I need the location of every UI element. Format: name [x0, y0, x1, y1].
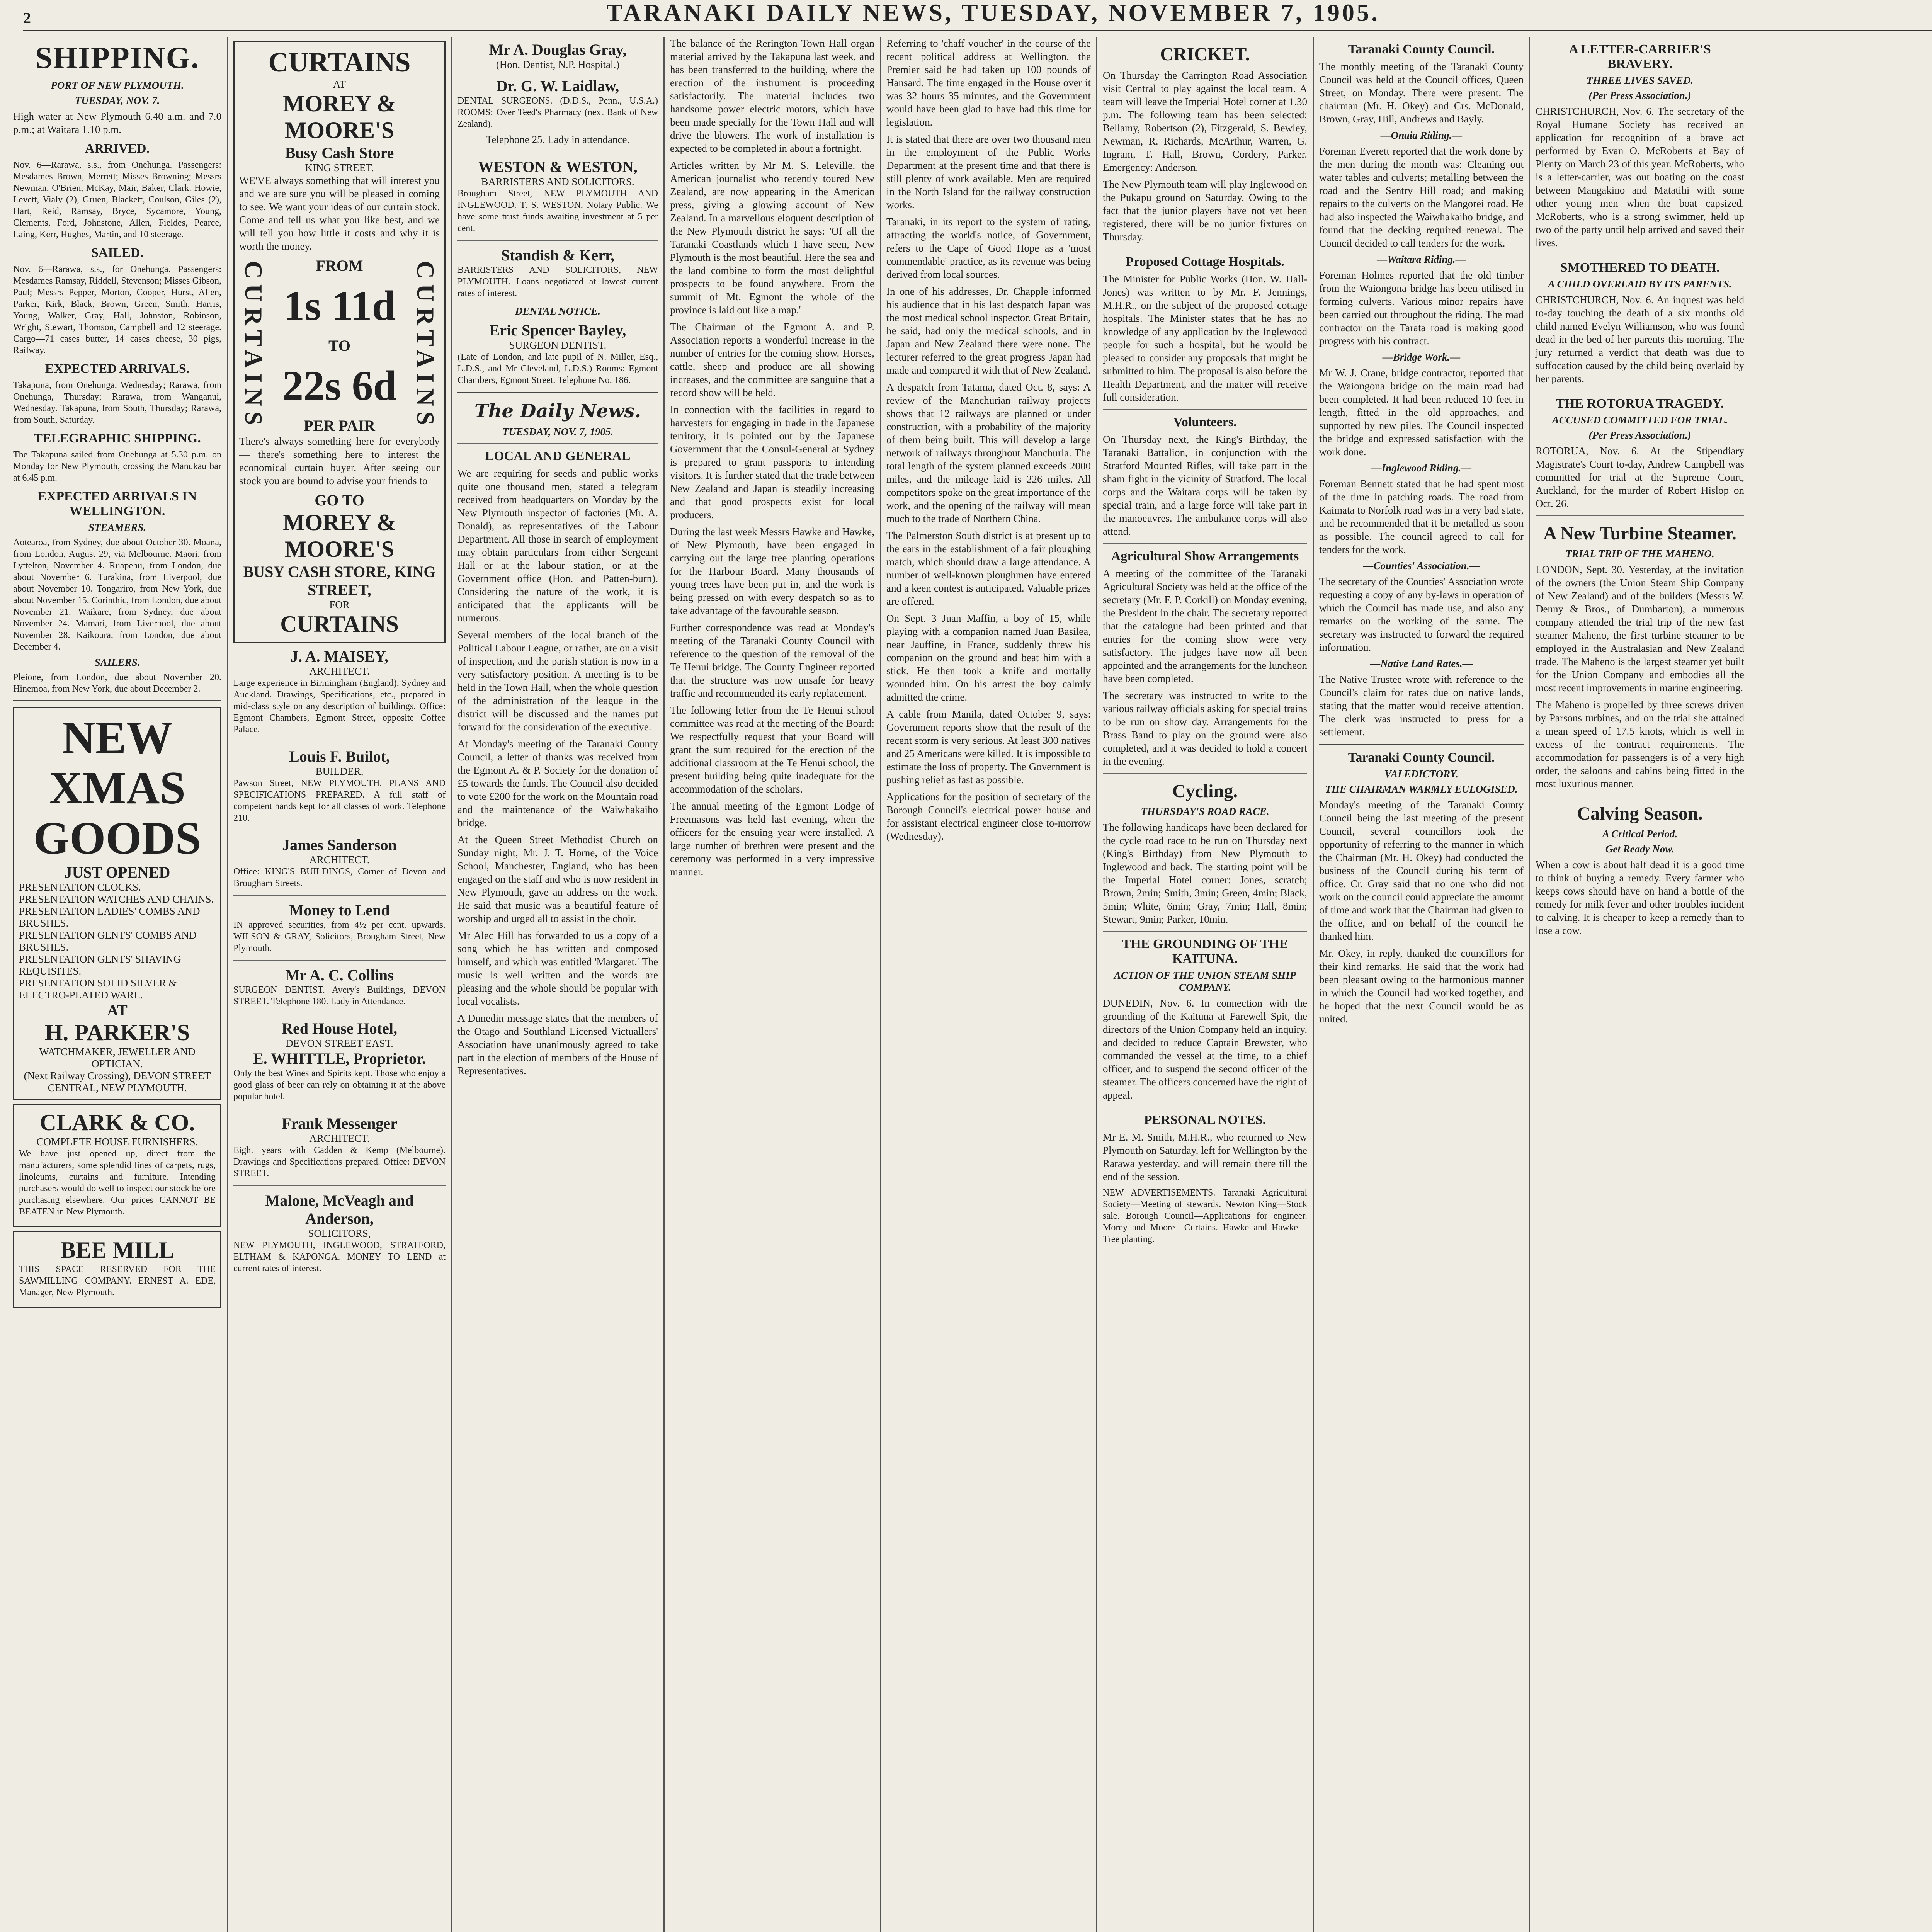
- curtains-vertical-left: CURTAINS: [240, 260, 267, 431]
- weston-card: [457, 158, 658, 234]
- column-sport-show: [1097, 37, 1314, 1932]
- bayley-name: Eric Spencer Bayley,: [489, 321, 626, 339]
- cycling-sub: THURSDAY'S ROAD RACE.: [1141, 806, 1269, 817]
- cottage-heading: Proposed Cottage Hospitals.: [1126, 255, 1284, 269]
- ouaia-text: Foreman Everett reported that the work done by the men during the month was: Cleaning out water tables and culverts; metalling between the road and the Sentry Hill road; and making repairs to the culverts on the Mangorei road. He had also inspected the Waiwhakaiho bridge, and found that the decking required renewal. The Council decided to call tenders for the work.: [1319, 145, 1524, 249]
- morey-moore-name-2: MOREY & MOORE'S: [283, 510, 396, 562]
- collins-name: Mr A. C. Collins: [285, 966, 394, 984]
- local-paragraph: At the Queen Street Methodist Church on Sunday night, Mr. J. T. Horne, of the Voice School, Manchester, England, who has been engaged on the staff and who is now resident in New Plymouth, gave an address on the work. He said that music was a beautiful feature of worship and urged all to assist in the choir.: [457, 834, 658, 924]
- morey-moore-sub-2: BUSY CASH STORE, KING STREET,: [243, 563, 436, 599]
- standish-card: [457, 246, 658, 299]
- column-curtains: [228, 37, 452, 1932]
- steamers-text: Aotearoa, from Sydney, due about October 30. Moana, from London, August 29, via Melbourne. Maori, from Lyttelton, November 4. Ruapehu, from London, due about November 6. Turakina, from Liverpool, due about November 10. Tongariro, from New York, due about November 15. Corinthic, from London, due about November 21. Waikare, from Sydney, due about November 24. Mamari, from Liverpool, due about November 28. Kaikoura, from London, due about December 4.: [13, 537, 221, 652]
- xmas-item: PRESENTATION SOLID SILVER & ELECTRO-PLATED WARE.: [19, 977, 177, 1001]
- price-high: 22s 6d: [282, 362, 397, 409]
- cricket-heading: CRICKET.: [1160, 44, 1250, 65]
- price-from: FROM: [316, 257, 363, 274]
- smothered-text: CHRISTCHURCH, Nov. 6. An inquest was held to-day touching the death of a six months old child named Evelyn Williamson, who was found dead in the bed of her parents this morning. The jury returned a verdict that death was due to suffocation caused by the child being overlaid by her parents.: [1536, 294, 1744, 384]
- collins-text: SURGEON DENTIST. Avery's Buildings, DEVON STREET. Telephone 180. Lady in Attendance.: [233, 985, 446, 1007]
- show-text: A meeting of the committee of the Taranaki Agricultural Society was held at the office of the secretary (Mr. F. P. Corkill) on Monday evening, the President in the chair. The secretary reported that the catalogue had been printed and that entries for the coming show were very satisfactory. The judges have now all been appointed and the arrangements for the luncheon have been completed.: [1103, 568, 1307, 684]
- gray-sub: (Hon. Dentist, N.P. Hospital.): [496, 59, 620, 70]
- news-paragraph: Applications for the position of secretary of the Borough Council's electrical power house and for assistant electrical engineer close to-morrow (Wednesday).: [886, 791, 1091, 842]
- association-text: The secretary of the Counties' Association wrote requesting a copy of any by-laws in operation of which the Council has made use, and also any remarks on the working of the same. The secretary was instructed to forward the required information.: [1319, 576, 1524, 653]
- malone-name: Malone, McVeagh and Anderson,: [265, 1192, 414, 1227]
- sailed-text: Nov. 6—Rarawa, s.s., for Onehunga. Passengers: Mesdames Ramsay, Riddell, Stevenson; Misses Gibson, Paul; Messrs Pepper, Morton, Cooper, Hurst, Allen, Parker, Kirk, Black, Brown, Green, Smith, Harris, Young, Walker, Gray, Hall, Johnston, Robinson, Wright, Stewart, Thomson, Campbell and 12 steerage. Cargo—71 cases butter, 14 cases cheese, 30 pigs, Railway.: [13, 264, 221, 355]
- sanderson-name: James Sanderson: [282, 836, 397, 854]
- port-subheading: PORT OF NEW PLYMOUTH.: [51, 80, 184, 91]
- page-number-left: 2: [23, 9, 31, 27]
- local-paragraph: At Monday's meeting of the Taranaki County Council, a letter of thanks was received from the Egmont A. & P. Society for the donation of £5 towards the funds. The Council also decided to vote £200 for the work on the Mountain road and the maintenance of the Waiwhakaiho bridge.: [457, 738, 658, 828]
- telegraphic-heading: TELEGRAPHIC SHIPPING.: [34, 431, 201, 446]
- xmas-item: PRESENTATION WATCHES AND CHAINS.: [19, 893, 214, 905]
- price-to: TO: [328, 337, 351, 354]
- sailers-text: Pleione, from London, due about November 20. Hinemoa, from New York, due about December 2.: [13, 672, 221, 694]
- grounding-heading: THE GROUNDING OF THE KAITUNA.: [1122, 937, 1288, 966]
- builot-role: BUILDER,: [315, 765, 364, 777]
- tide-text: High water at New Plymouth 6.40 a.m. and 7.0 p.m.; at Waitara 1.10 p.m.: [13, 111, 221, 135]
- daily-news-date: TUESDAY, NOV. 7, 1905.: [502, 426, 614, 437]
- waitara-text: Foreman Holmes reported that the old timber from the Waiongona bridge has been utilised in forming culverts. Various minor repairs have been carried out throughout the riding. The road contractor on the Tarata road is making good progress with his contract.: [1319, 269, 1524, 347]
- local-paragraph: During the last week Messrs Hawke and Hawke, of New Plymouth, have been engaged in carrying out the large tree planting operations for the Harbour Board. Many thousands of young trees have been put in, and the work is being pressed on with every despatch so as to take advantage of the favourable season.: [670, 526, 874, 616]
- money-card: [233, 901, 446, 954]
- accused-text: ROTORUA, Nov. 6. At the Stipendiary Magistrate's Court to-day, Andrew Campbell was committed for trial at the Supreme Court, Auckland, for the murder of Robert Hislop on Oct. 26.: [1536, 445, 1744, 509]
- sailers-heading: SAILERS.: [94, 656, 140, 668]
- curtains-go: GO TO: [315, 492, 364, 509]
- xmas-xmas: XMAS: [49, 762, 186, 813]
- parker-address: (Next Railway Crossing), DEVON STREET CENTRAL, NEW PLYMOUTH.: [24, 1070, 211, 1094]
- column-shipping: [8, 37, 228, 1932]
- turbine-heading: A New Turbine Steamer.: [1543, 523, 1736, 544]
- clark-advert: [13, 1104, 221, 1227]
- volunteers-heading: Volunteers.: [1173, 415, 1237, 429]
- builot-card: [233, 747, 446, 824]
- smothered-sub: A CHILD OVERLAID BY ITS PARENTS.: [1548, 278, 1732, 290]
- bridge-text: Mr W. J. Crane, bridge contractor, reported that the Waiongona bridge on the main road had been completed. It had been reduced 10 feet in length, fitted in the old approaches, and supported by new piles. The Council inspected the bridge and expressed satisfaction with the work done.: [1319, 367, 1524, 457]
- expected-heading: EXPECTED ARRIVALS.: [45, 362, 190, 376]
- curtains-at: AT: [333, 78, 346, 90]
- standish-text: BARRISTERS AND SOLICITORS, NEW PLYMOUTH. Loans negotiated at lowest current rates of interest.: [457, 265, 658, 298]
- parker-shop-name: H. PARKER'S: [44, 1020, 190, 1045]
- malone-role: SOLICITORS,: [308, 1228, 371, 1239]
- curtains-title: CURTAINS: [268, 47, 411, 78]
- mill-text: THIS SPACE RESERVED FOR THE SAWMILLING COMPANY. ERNEST A. EDE, Manager, New Plymouth.: [19, 1264, 216, 1298]
- valedictory-heading: VALEDICTORY.: [1384, 768, 1458, 780]
- council-heading-2: Taranaki County Council.: [1348, 750, 1495, 765]
- redhouse-name: Red House Hotel,: [282, 1020, 397, 1037]
- new-advertisements: NEW ADVERTISEMENTS. Taranaki Agricultural Society—Meeting of stewards. Newton King—Stock sale. Borough Council—Applications for engineer. Morey and Moore—Curtains. Hawke and Hawke—Tree planting.: [1103, 1188, 1307, 1244]
- calving-sub-2: Get Ready Now.: [1605, 843, 1675, 855]
- grounding-sub: ACTION OF THE UNION STEAM SHIP COMPANY.: [1114, 969, 1296, 993]
- local-paragraph: Articles written by Mr M. S. Leleville, the American journalist who recently toured New Zealand, are now appearing in the American press, giving a glowing account of New Zealand. In a marvellous eloquent description of the New Plymouth district he says: 'Of all the Taranaki Coastlands which I have seen, New Plymouth is the most beautiful. Here the sea and the land combine to form the most delightful prospects to be found anywhere. From the summit of Mt. Egmont the whole of the province is laid out like a map.': [670, 160, 874, 316]
- sanderson-text: Office: KING'S BUILDINGS, Corner of Devon and Brougham Streets.: [233, 867, 446, 888]
- xmas-item: PRESENTATION LADIES' COMBS AND BRUSHES.: [19, 905, 200, 929]
- morey-moore-sub: Busy Cash Store: [285, 144, 394, 162]
- xmas-goods: GOODS: [33, 812, 201, 864]
- inglewood-heading: —Inglewood Riding.—: [1371, 462, 1472, 474]
- xmas-item: PRESENTATION GENTS' COMBS AND BRUSHES.: [19, 929, 197, 953]
- bayley-text: (Late of London, and late pupil of N. Miller, Esq., L.D.S., and Mr Cleveland, L.D.S.) Rooms: Egmont Chambers, Egmont Street. Telephone No. 186.: [457, 352, 658, 385]
- ouaia-heading: —Onaia Riding.—: [1380, 129, 1463, 141]
- show-text-2: The secretary was instructed to write to the various railway officials asking for special trains to be run on show day. Arrangements for the Brass Band to play on the ground were also completed, and it was decided to hold a concert in the evening.: [1103, 690, 1307, 767]
- letter-carrier-text: CHRISTCHURCH, Nov. 6. The secretary of the Royal Humane Society has received an application for recognition of a brave act performed by Evan O. McRoberts at Bay of Plenty on March 23 of this year. McRoberts, who is a letter-carrier, was out boating on the coast between Mangakino and Matatihi with some other young men when the boat capsized. McRoberts, who is a strong swimmer, held up two of the party until help arrived and saved their lives.: [1536, 105, 1744, 248]
- sanderson-role: ARCHITECT.: [309, 854, 370, 866]
- news-paragraph: On Sept. 3 Juan Maffin, a boy of 15, while playing with a companion named Juan Basilea, near Jauffine, in France, suddenly threw his companion on the ground and beat him with a stick. He then took a knife and mortally wounded him. On his arrest the boy calmly admitted the crime.: [886, 612, 1091, 703]
- laidlaw-text: DENTAL SURGEONS. (D.D.S., Penn., U.S.A.) ROOMS: Over Teed's Pharmacy (next Bank of New Zealand).: [457, 96, 658, 129]
- messenger-card: [233, 1114, 446, 1179]
- curtains-outro: There's always something here for everybody — there's something here to interest the economical curtain buyer. After seeing our stock you are bound to advise your friends to: [239, 435, 440, 486]
- volunteers-text: On Thursday next, the King's Birthday, the Taranaki Battalion, in conjunction with the Stratford Mounted Rifles, will take part in the sham fight in the vicinity of Stratford. The local corps and the Waitara corps will be taken by special train, and a large force will take part in the manoeuvres. The ambulance corps will also attend.: [1103, 434, 1307, 537]
- xmas-item: PRESENTATION CLOCKS.: [19, 881, 141, 893]
- curtains-final: CURTAINS: [280, 611, 399, 637]
- messenger-role: ARCHITECT.: [309, 1133, 370, 1144]
- standish-name: Standish & Kerr,: [501, 247, 614, 264]
- column-general-news: [881, 37, 1097, 1932]
- accused-source: (Per Press Association.): [1588, 429, 1691, 441]
- inglewood-text: Foreman Bennett stated that he had spent most of the time in patching roads. The road from Kaimata to Norfolk road was in a very bad state, and he recommended that it be metalled as soon as possible. The council agreed to call for tenders for the work.: [1319, 478, 1524, 555]
- weston-role: BARRISTERS AND SOLICITORS.: [481, 176, 634, 187]
- news-paragraph: A despatch from Tatama, dated Oct. 8, says: A review of the Manchurian railway projects shows that 12 railways are planned or under construction, with a probability of the majority of them being built. This will develop a large network of railways throughout Manchuria. The total length of the system planned exceeds 2000 miles, and the mileage laid is 226 miles. All competitors spoke on the great importance of the work, and the opening of the railway will mean much to the trade of Northern China.: [886, 381, 1091, 524]
- laidlaw-card: [457, 77, 658, 146]
- whittle-name: E. WHITTLE, Proprietor.: [253, 1050, 426, 1067]
- calving-heading: Calving Season.: [1577, 803, 1703, 824]
- column-professional: [452, 37, 665, 1932]
- council-heading: Taranaki County Council.: [1348, 42, 1495, 56]
- column-county-council: [1314, 37, 1530, 1932]
- morey-moore-name: MOREY & MOORE'S: [283, 91, 396, 143]
- arrived-heading: ARRIVED.: [85, 141, 150, 156]
- cricket-text-2: The New Plymouth team will play Inglewood on the Pukapu ground on Saturday. Owing to the fact that the junior players have not yet been registered, there will be no junior fixtures on Thursday.: [1103, 179, 1307, 243]
- sailed-heading: SAILED.: [91, 246, 144, 260]
- news-paragraph: The Palmerston South district is at present up to the ears in the establishment of a fair ploughing match, which should draw a large attendance. A number of well-known ploughmen have entered and a keen contest is anticipated. Valuable prizes are offered.: [886, 530, 1091, 607]
- turbine-text-2: The Maheno is propelled by three screws driven by Parsons turbines, and on the trial she attained a mean speed of 17.5 knots, which is well in excess of the contract requirements. The accommodation for passengers is of a very high order, the saloons and cabins being fitted in the most luxurious manner.: [1536, 699, 1744, 789]
- wellington-heading: EXPECTED ARRIVALS IN WELLINGTON.: [37, 489, 197, 518]
- morey-moore-street: KING STREET.: [305, 162, 374, 173]
- local-general-heading: LOCAL AND GENERAL: [485, 449, 631, 463]
- cottage-text: The Minister for Public Works (Hon. W. Hall-Jones) was written to by Mr. F. Jennings, M.H.R., on the subject of the proposed cottage hospitals. The Minister states that he has no knowledge of any application by the Inglewood people for such a hospital, but he would be pleased to consider any proposals that might be submitted to him. The proposal is also before the Health Department, and the matter will receive full consideration.: [1103, 273, 1307, 403]
- personal-notes-text: Mr E. M. Smith, M.H.R., who returned to New Plymouth on Saturday, left for Wellington by the Rarawa yesterday, and will remain there till the end of the session.: [1103, 1131, 1307, 1182]
- valedictory-sub: THE CHAIRMAN WARMLY EULOGISED.: [1325, 783, 1518, 795]
- local-paragraph: The balance of the Rerington Town Hall organ material arrived by the Takapuna last week, and has been transferred to the building, where the erection of the instrument is proceeding satisfactorily. The material includes two handsome power electric motors, which have been made specially for the Town Hall and will drive the blowers. The work of installation is expected to be completed in about a fortnight.: [670, 37, 874, 154]
- telegraphic-text: The Takapuna sailed from Onehunga at 5.30 p.m. on Monday for New Plymouth, crossing the Manukau bar at 6.45 p.m.: [13, 450, 221, 483]
- show-heading: Agricultural Show Arrangements: [1111, 549, 1299, 563]
- mill-advert: [13, 1231, 221, 1308]
- news-paragraph: A cable from Manila, dated October 9, says: Government reports show that the result of the recent storm is very serious. At least 300 natives and 25 Americans were killed. It is impossible to estimate the loss of property. The Government is pushing relief as fast as possible.: [886, 708, 1091, 786]
- messenger-name: Frank Messenger: [282, 1115, 397, 1132]
- letter-carrier-heading: A LETTER-CARRIER'S BRAVERY.: [1569, 42, 1711, 71]
- curtains-intro: WE'VE always something that will interest you and we are sure you will be pleased in coming to see. We want your ideas of our curtain stock. Come and tell us what you like best, and we will tell you how little it costs and why it is worth the money.: [239, 175, 440, 252]
- calving-text: When a cow is about half dead it is a good time to think of buying a remedy. Every farmer who keeps cows should have on hand a bottle of the remedy for milk fever and other troubles incident to calving. It is cheaper to keep a remedy than to lose a cow.: [1536, 859, 1744, 936]
- messenger-text: Eight years with Cadden & Kemp (Melbourne). Drawings and Specifications prepared. Office: DEVON STREET.: [233, 1145, 446, 1179]
- xmas-goods-advert: [13, 707, 221, 1100]
- masthead: [23, 0, 1932, 32]
- mill-heading: BEE MILL: [60, 1237, 175, 1263]
- grounding-text: DUNEDIN, Nov. 6. In connection with the grounding of the Kaituna at Farewell Spit, the directors of the Union Company held an inquiry, and decided to reduce Captain Brewster, who commanded the vessel at the time, to a chief officer, and to suspend the second officer of the steamer. The officers concerned have the right of appeal.: [1103, 997, 1307, 1101]
- bayley-card: [457, 321, 658, 386]
- accused-heading: ACCUSED COMMITTED FOR TRIAL.: [1552, 414, 1728, 426]
- redhouse-card: [233, 1019, 446, 1102]
- sanderson-card: [233, 836, 446, 889]
- bayley-role: SURGEON DENTIST.: [509, 339, 607, 351]
- news-paragraph: It is stated that there are over two thousand men in the employment of the Public Works Department at the present time and that there is still plenty of work available. Men are required in the North Island for the railway construction works.: [886, 133, 1091, 211]
- local-paragraph: We are requiring for seeds and public works quite one thousand men, stated a telegram received from headquarters on Monday by the New Plymouth inspector of factories (Mr. A. Donald), as representatives of the Labour Department. All those in search of employment may obtain particulars from either Sergeant Hall or at the labour station, or at the Government office (Hon. and Patten-burn). Considering the nature of the work, it is anticipated that the applicants will be numerous.: [457, 468, 658, 624]
- local-paragraph: A Dunedin message states that the members of the Otago and Southland Licensed Victuallers' Association have unanimously agreed to take part in the election of members of the House of Representatives.: [457, 1012, 658, 1077]
- gray-name: Mr A. Douglas Gray,: [489, 41, 627, 58]
- curtains-advert: [233, 41, 446, 643]
- curtains-vertical-right: CURTAINS: [412, 260, 439, 431]
- builot-text: Pawson Street, NEW PLYMOUTH. PLANS AND SPECIFICATIONS PREPARED. A full staff of competent hands kept for all classes of work. Telephone 210.: [233, 778, 446, 823]
- money-text: IN approved securities, from 4½ per cent. upwards. WILSON & GRAY, Solicitors, Brougham Street, New Plymouth.: [233, 920, 446, 953]
- letter-carrier-sub: THREE LIVES SAVED.: [1586, 75, 1694, 86]
- expected-text: Takapuna, from Onehunga, Wednesday; Rarawa, from Onehunga, Thursday; Rarawa, from Wanganui, Wednesday. Takapuna, from South, Thursday; Rarawa, from South, Saturday.: [13, 380, 221, 425]
- turbine-text: LONDON, Sept. 30. Yesterday, at the invitation of the owners (the Union Steam Ship Company of New Zealand) and of the builders (Messrs W. Denny & Bros., of Dumbarton), a numerous company attended the trial trip of the new fast steamer Maheno, the first turbine steamer to be employed in the Australasian and New Zealand trade. The Maheno is the largest steamer yet built for the Union Company and embodies all the most recent improvements in marine engineering.: [1536, 564, 1744, 694]
- local-paragraph: Further correspondence was read at Monday's meeting of the Taranaki County Council with reference to the question of the removal of the Te Henui bridge. The County Engineer reported that the structure was now unsafe for heavy traffic and recommended its early replacement.: [670, 622, 874, 699]
- clark-sub: COMPLETE HOUSE FURNISHERS.: [36, 1136, 198, 1148]
- maisey-text: Large experience in Birmingham (England), Sydney and Auckland. Drawings, Specifications, etc., prepared in mid-class style on any description of buildings. Office: Egmont Chambers, Egmont Street, opposite Coffee Palace.: [233, 678, 446, 735]
- column-local-cont: [665, 37, 881, 1932]
- local-paragraph: The annual meeting of the Egmont Lodge of Freemasons was held last evening, when the officers for the ensuing year were installed. A large number of brethren were present and the ceremony was performed in a very impressive manner.: [670, 800, 874, 878]
- cycling-heading: Cycling.: [1172, 781, 1238, 801]
- personal-notes-heading: PERSONAL NOTES.: [1144, 1113, 1266, 1127]
- valedictory-text-2: Mr. Okey, in reply, thanked the councillors for their kind remarks. He said that the work had been pleasant owing to the harmonious manner in which the Council had worked together, and he hoped that the next Council would be as united.: [1319, 947, 1524, 1025]
- local-paragraph: Mr Alec Hill has forwarded to us a copy of a song which he has written and composed himself, and which was entitled 'Margaret.' The music is well written and the words are pleasing and the whole should be popular with local vocalists.: [457, 930, 658, 1007]
- turbine-sub: TRIAL TRIP OF THE MAHENO.: [1565, 548, 1714, 560]
- maisey-card: [233, 647, 446, 735]
- council-text: The monthly meeting of the Taranaki County Council was held at the Council offices, Queen Street, on Monday. There were present: The chairman (Mr. H. Okey) and Crs. McDonald, Brown, Gray, Hill, Andrews and Bayly.: [1319, 61, 1524, 125]
- daily-news-masthead: The Daily News.: [474, 400, 641, 422]
- collins-card: [233, 966, 446, 1007]
- maisey-role: ARCHITECT.: [309, 665, 370, 677]
- weston-name: WESTON & WESTON,: [478, 158, 638, 175]
- xmas-item: PRESENTATION GENTS' SHAVING REQUISITES.: [19, 953, 181, 977]
- builot-name: Louis F. Builot,: [289, 748, 390, 765]
- whittle-text: Only the best Wines and Spirits kept. Those who enjoy a good glass of beer can rely on obtaining it at the above popular hotel.: [233, 1068, 446, 1102]
- newspaper-title: TARANAKI DAILY NEWS, TUESDAY, NOVEMBER 7, 1905.: [606, 0, 1380, 26]
- xmas-at: AT: [107, 1002, 128, 1019]
- local-paragraph: Several members of the local branch of the Political Labour League, or rather, are on a visit of inspection, and the parish station is now in a very satisfactory position. A meeting is to be held in the Town Hall, when the whole question of the administration of the league in the district will be discussed and the names put forward for the consideration of the executive.: [457, 629, 658, 733]
- laidlaw-name: Dr. G. W. Laidlaw,: [496, 77, 619, 95]
- local-paragraph: The following letter from the Te Henui school committee was read at the meeting of the Board: We respectfully request that your Board will grant the sum required for the erection of the additional classroom at the Te Henui school, the present building being quite inadequate for the accommodation of the scholars.: [670, 704, 874, 795]
- smothered-heading: SMOTHERED TO DEATH.: [1560, 260, 1720, 275]
- calving-sub: A Critical Period.: [1602, 828, 1678, 840]
- cycling-text: The following handicaps have been declared for the cycle road race to be run on Thursday next (King's Birthday) from New Plymouth to Inglewood and back. The starting point will be the Imperial Hotel corner: Jones, scratch; Brown, 2min; Smith, 3min; Green, 4min; Black, 5min; White, 6min; Gray, 7min; Hall, 8min; Stewart, 9min; Parker, 10min.: [1103, 821, 1307, 925]
- valedictory-text: Monday's meeting of the Taranaki County Council being the last meeting of the present Council, several councillors took the opportunity of referring to the manner in which the Chairman (Mr. H. Okey) had conducted the business of the Council during his term of office. Cr. Gray said that no one who did not work on the council could appreciate the amount of time and work that the Chairman had given to the office, and on behalf of the council he thanked him.: [1319, 799, 1524, 942]
- redhouse-street: DEVON STREET EAST.: [286, 1037, 393, 1049]
- news-paragraph: Referring to 'chaff voucher' in the course of the recent political address at Wellington, the Premier said he had taken up 100 pounds of Hansard. The time engaged in the House over it was 32 hours 35 minutes, and the Government would have been glad to have had this time for legislation.: [886, 37, 1091, 128]
- waitara-heading: —Waitara Riding.—: [1377, 253, 1466, 265]
- gray-card: [457, 41, 658, 71]
- bridge-heading: —Bridge Work.—: [1382, 351, 1461, 363]
- rotorua-heading: THE ROTORUA TRAGEDY.: [1556, 396, 1724, 411]
- maisey-name: J. A. MAISEY,: [290, 648, 389, 665]
- clark-heading: CLARK & CO.: [39, 1110, 195, 1135]
- native-rates-text: The Native Trustee wrote with reference to the Council's claim for rates due on native lands, stating that the matter would receive attention. The clerk was instructed to press for a settlement.: [1319, 673, 1524, 738]
- shipping-date: TUESDAY, NOV. 7.: [75, 95, 160, 106]
- laidlaw-tel: Telephone 25. Lady in attendance.: [486, 134, 630, 145]
- local-paragraph: In connection with the facilities in regard to harvesters for engaging in trade in the Japanese territory, it is pointed out by the Japanese Government that the Consul-General at Sydney is prepared to grant passports to intending visitors. It is further stated that the trade between New Zealand and Japan is steadily increasing and that good prospects exist for local producers.: [670, 404, 874, 520]
- steamers-heading: STEAMERS.: [88, 522, 146, 533]
- clark-text: We have just opened up, direct from the manufacturers, some splendid lines of carpets, rugs, linoleums, curtains and furniture. Intending purchasers would do well to inspect our stock before purchasing elsewhere. Our prices CANNOT BE BEATEN in New Plymouth.: [19, 1149, 216, 1217]
- xmas-new: NEW: [62, 712, 173, 763]
- column-telegrams: [1530, 37, 1932, 1932]
- arrived-text: Nov. 6—Rarawa, s.s., from Onehunga. Passengers: Mesdames Brown, Merrett; Misses Browning; Messrs Newman, O'Brien, McKay, Mair, Baker, Clark. Howie, Levett, Vialy (2), Gruen, Blackett, Coulson, Giles (2), Hart, Reid, Ramsay, Bryce, Sycamore, Young, Clements, Ford, Johnstone, Allen, Fieldes, Pearce, Laing, Kerr, Hughes, Martin, and 10 steerage.: [13, 160, 221, 240]
- malone-card: [233, 1191, 446, 1274]
- native-rates-heading: —Native Land Rates.—: [1370, 658, 1473, 669]
- curtains-for: FOR: [329, 599, 350, 611]
- price-low: 1s 11d: [283, 282, 396, 329]
- xmas-just-opened: JUST OPENED: [64, 864, 170, 881]
- dental-notice: DENTAL NOTICE.: [515, 305, 601, 317]
- money-name: Money to Lend: [289, 901, 390, 919]
- cricket-text: On Thursday the Carrington Road Association visit Central to play against the local team. A team will leave the Imperial Hotel corner at 1.30 p.m. The following team has been selected: Bellamy, Robertson (2), Fitzgerald, S. Bewley, Newman, R. Richards, McArthur, Warren, G. Ingram, T. Hall, Brown, Cordery, Parker. Emergency: Anderson.: [1103, 70, 1307, 173]
- news-paragraph: Taranaki, in its report to the system of rating, attracting the world's notice, of Government, refers to the Cape of Good Hope as a 'most commendable' practice, as its revenue was being derived from local sources.: [886, 216, 1091, 280]
- association-heading: —Counties' Association.—: [1363, 560, 1480, 571]
- malone-text: NEW PLYMOUTH, INGLEWOOD, STRATFORD, ELTHAM & KAPONGA. MONEY TO LEND at current rates of interest.: [233, 1240, 446, 1274]
- parker-trade: WATCHMAKER, JEWELLER AND OPTICIAN.: [39, 1046, 196, 1070]
- local-paragraph: The Chairman of the Egmont A. and P. Association reports a wonderful increase in the number of entries for the coming show. Horses, cattle, sheep and produce are all showing increases, and the committee are sanguine that a record show will be held.: [670, 321, 874, 398]
- price-per-pair: PER PAIR: [304, 417, 375, 434]
- news-paragraph: In one of his addresses, Dr. Chapple informed his audience that in his last despatch Japan was the most medical school inspector. Great Britain, he said, had only the medical schools, and in Japan and New Zealand there were none. The lecturer referred to the great progress Japan had made and compared it with that of New Zealand.: [886, 286, 1091, 376]
- shipping-heading: SHIPPING.: [35, 41, 199, 75]
- letter-carrier-source: (Per Press Association.): [1588, 90, 1691, 101]
- weston-text: Brougham Street, NEW PLYMOUTH AND INGLEWOOD. T. S. WESTON, Notary Public. We have some trust funds awaiting investment at 5 per cent.: [457, 189, 658, 233]
